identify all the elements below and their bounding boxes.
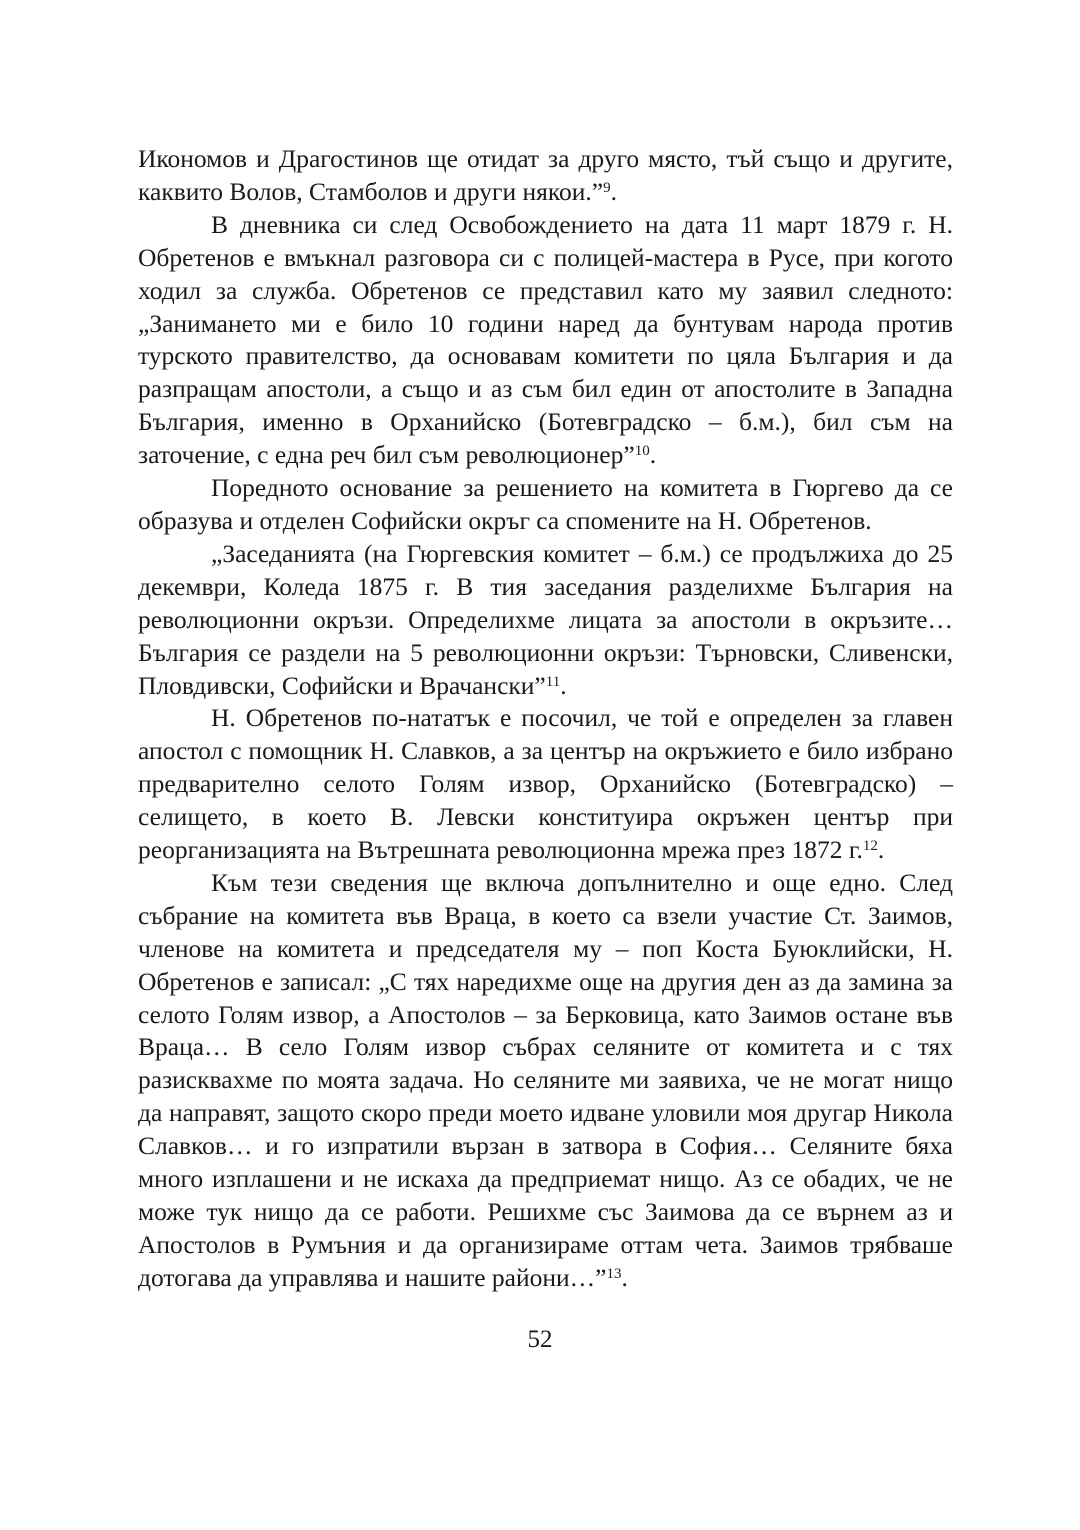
paragraph-5: Н. Обретенов по-нататък е посочил, че той е определен за главен апостол с помощник Н. Славков, а за център на окръжието е било избрано предварително селото Голям извор, Орханийско (Ботевградско) – селището, в което В. Левски конституира окръжен център при реорганизацията на Вътрешната революционна мрежа през 1872 г.$^{12}$. [138, 703, 953, 865]
footnote-ref-13: 13 [606, 1265, 622, 1282]
footnote-ref-10: 10 [634, 442, 650, 459]
footnote-ref-11: 11 [545, 673, 561, 690]
body-text [138, 143, 953, 1295]
paragraph-2: В дневника си след Освобождението на дата 11 март 1879 г. Н. Обретенов е вмъкнал разговора си с полицей-мастера в Русе, при когото ходил за служба. Обретенов се представил като му заявил следното: „Занимането ми е било 10 години наред да бунтувам народа против турското правителство, да основавам комитети по цяла България и да разпращам апостоли, а също и аз съм бил един от апостолите в Западна България, именно в Орханийско (Ботевградско – б.м.), бил съм на заточение, с една реч бил съм революционер”$^{10}$. [138, 209, 953, 470]
page-number: 52 [527, 1326, 553, 1353]
paragraph-4-quote: „Заседанията (на Гюргевския комитет – б.м.) се продължиха до 25 декември, Коледа 1875 г. В тия заседания разделихме България на революционни окръзи. Определихме лицата за апостоли в окръзите… България се раздели на 5 революционни окръзи: Търновски, Сливенски, Пловдивски, Софийски и Врачански”$^{11}$. [138, 538, 953, 700]
paragraph-3: Поредното основание за решението на комитета в Гюргево да се образува и отделен Софийски окръг са спомените на Н. Обретенов. [138, 473, 953, 535]
paragraph-1: Икономов и Драгостинов ще отидат за друго място, тъй също и другите, каквито Волов, Стамболов и други някои.”$^9$. [138, 144, 953, 206]
footnote-ref-9: 9 [603, 179, 611, 196]
paragraph-6: Към тези сведения ще включа допълнително и още едно. След събрание на комитета във Враца, в което са взели участие Ст. Заимов, членове на комитета и председателя му – поп Коста Буюклийски, Н. Обретенов е записал: „С тях наредихме още на другия ден аз да замина за селото Голям извор, а Апостолов – за Берковица, като Заимов остане във Враца… В село Голям извор събрах селяните от комитета и с тях разисквахме по моята задача. Но селяните ми заявиха, че не могат нищо да направят, защото скоро преди моето идване уловили моя другар Никола Славков… и го изпратили вързан в затвора в София… Селяните бяха много изплашени и не искаха да предприемат нищо. Аз се обадих, че не може тук нищо да се работи. Решихме със Заимова да се върнем аз и Апостолов в Румъния и да организираме оттам чета. Заимов трябваше дотогава да управлява и нашите райони…”$^{13}$. [138, 867, 953, 1292]
footnote-ref-12: 12 [862, 837, 878, 854]
